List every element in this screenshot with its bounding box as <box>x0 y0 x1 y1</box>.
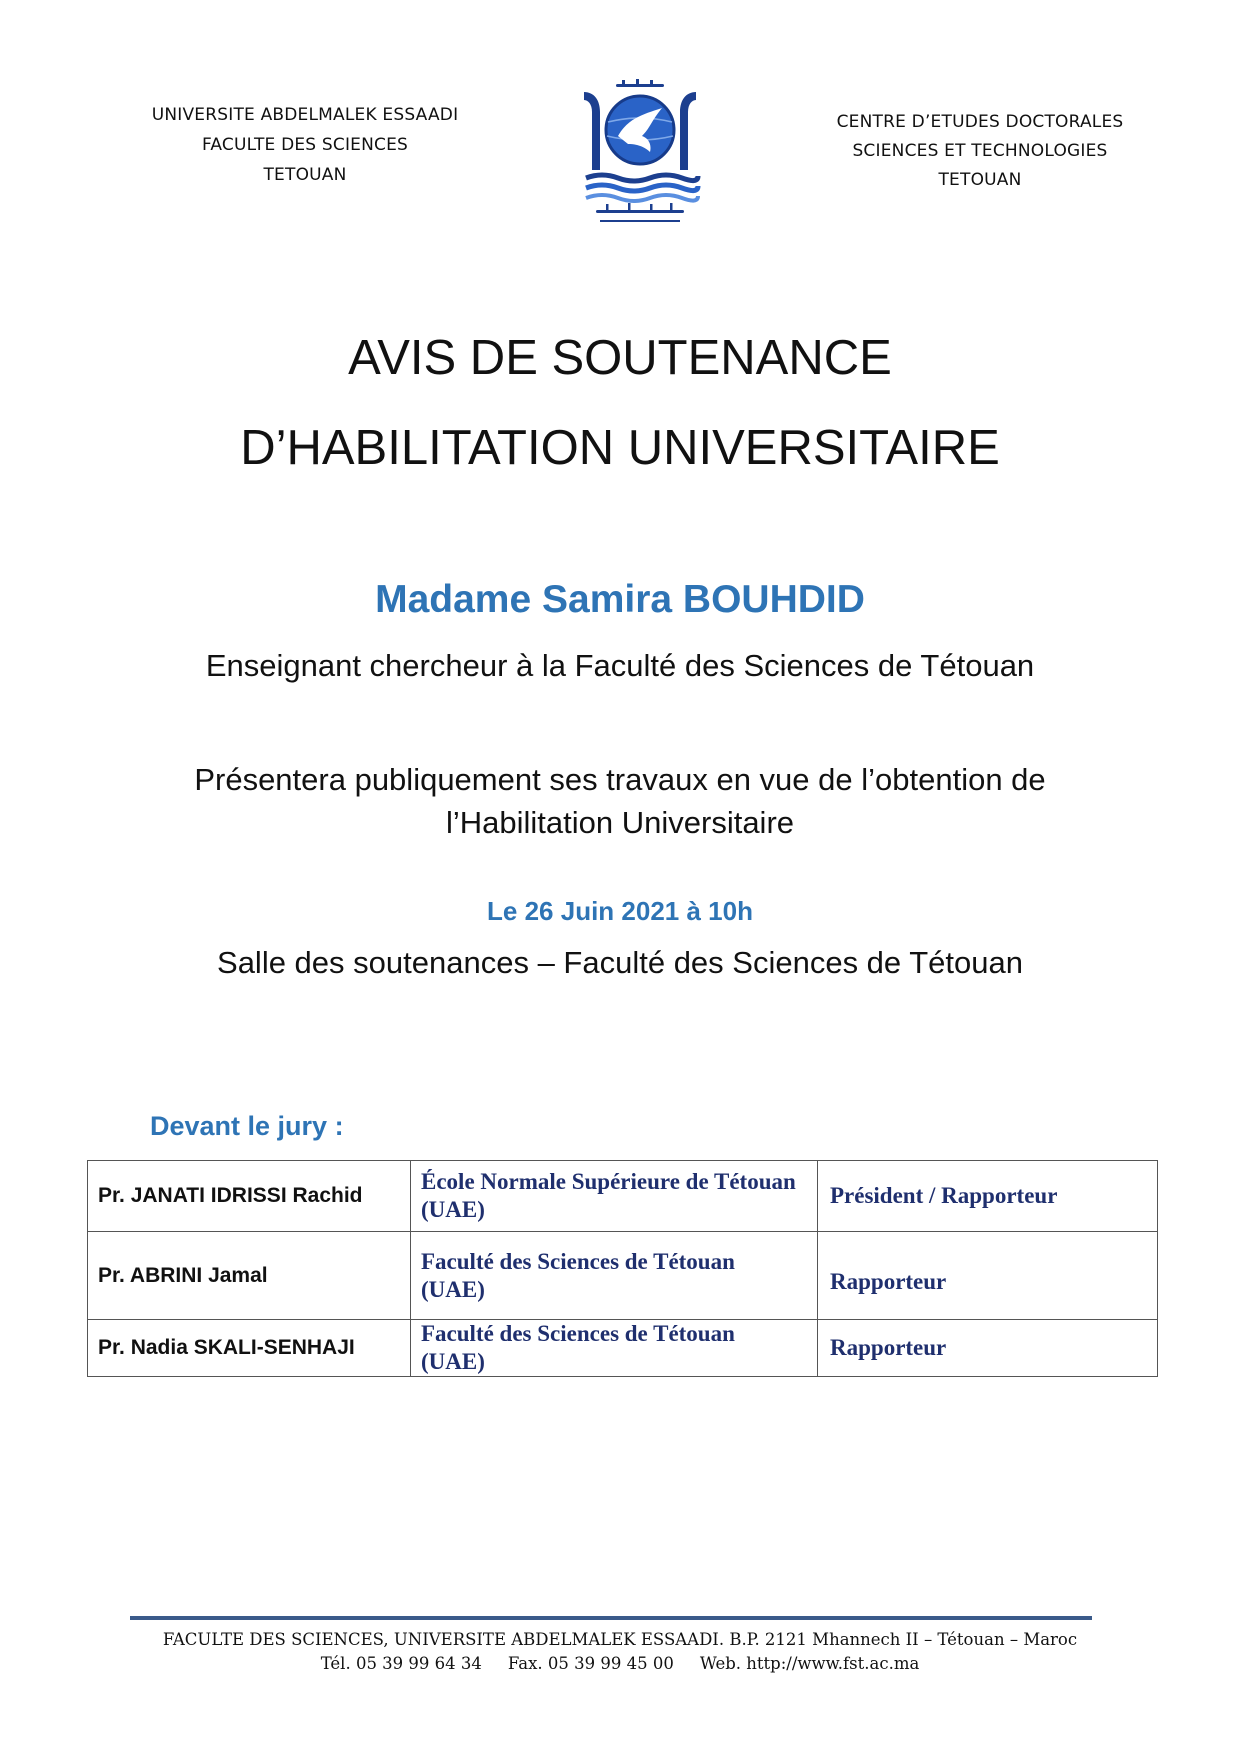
footer-divider <box>130 1616 1092 1620</box>
university-logo-graphic <box>578 78 702 228</box>
jury-member-institution <box>411 1232 818 1320</box>
logo-arabic-top-mark <box>616 79 664 87</box>
defense-date: Le 26 Juin 2021 à 10h <box>487 896 753 926</box>
presentation-text <box>150 758 1090 844</box>
table-row <box>88 1320 1158 1377</box>
table-row <box>88 1232 1158 1320</box>
jury-table <box>87 1160 1158 1377</box>
jury-member-name: Pr. Nadia SKALI-SENHAJI <box>88 1320 411 1377</box>
jury-member-role: Président / Rapporteur <box>818 1161 1158 1232</box>
jury-member-institution-name: École Normale Supérieure de Tétouan <box>421 1169 796 1194</box>
presentation-line-2: l’Habilitation Universitaire <box>445 805 795 840</box>
university-logo <box>578 78 702 228</box>
header-city: TETOUAN <box>263 165 347 185</box>
candidate-name: Madame Samira BOUHDID <box>375 578 865 621</box>
header-doctoral-center-name: CENTRE D’ETUDES DOCTORALES <box>836 112 1124 132</box>
jury-heading: Devant le jury : <box>150 1111 344 1141</box>
footer <box>0 1628 1240 1676</box>
page-title-line-2: D’HABILITATION UNIVERSITAIRE <box>240 421 1000 475</box>
footer-fax: Fax. 05 39 99 45 00 <box>507 1654 674 1673</box>
page-title-line-1: AVIS DE SOUTENANCE <box>348 331 892 385</box>
table-row <box>88 1161 1158 1232</box>
header-doctoral-center-city: TETOUAN <box>938 170 1022 190</box>
footer-website[interactable]: Web. http://www.fst.ac.ma <box>699 1654 920 1673</box>
defense-location: Salle des soutenances – Faculté des Sciences de Tétouan <box>217 945 1023 980</box>
footer-address: FACULTE DES SCIENCES, UNIVERSITE ABDELMALEK ESSAADI. B.P. 2121 Mhannech II – Tétouan – Maroc <box>162 1630 1078 1649</box>
logo-arabic-bottom-mark <box>596 203 684 213</box>
footer-contact <box>0 1652 1240 1676</box>
jury-member-name: Pr. JANATI IDRISSI Rachid <box>88 1161 411 1232</box>
jury-member-role: Rapporteur <box>818 1320 1158 1377</box>
jury-member-institution-suffix: (UAE) <box>421 1276 485 1302</box>
header-doctoral-center-block <box>790 108 1170 195</box>
header-university-block <box>110 100 500 190</box>
jury-member-institution-suffix: (UAE) <box>421 1197 485 1222</box>
jury-member-institution-name: Faculté des Sciences de Tétouan <box>421 1321 735 1346</box>
header-faculty-name: FACULTE DES SCIENCES <box>201 135 409 155</box>
jury-member-institution-suffix: (UAE) <box>421 1349 485 1374</box>
logo-latin-text-mark <box>600 220 680 222</box>
header-university-name: UNIVERSITE ABDELMALEK ESSAADI <box>151 105 459 125</box>
jury-member-role: Rapporteur <box>818 1232 1158 1320</box>
candidate-role: Enseignant chercheur à la Faculté des Sciences de Tétouan <box>205 648 1035 683</box>
jury-member-institution-name: Faculté des Sciences de Tétouan <box>421 1248 735 1274</box>
jury-member-institution <box>411 1161 818 1232</box>
header-doctoral-center-field: SCIENCES ET TECHNOLOGIES <box>852 141 1108 161</box>
presentation-line-1: Présentera publiquement ses travaux en vue de l’obtention de <box>194 762 1046 797</box>
jury-member-name: Pr. ABRINI Jamal <box>88 1232 411 1320</box>
footer-phone: Tél. 05 39 99 64 34 <box>320 1654 482 1673</box>
jury-member-institution <box>411 1320 818 1377</box>
